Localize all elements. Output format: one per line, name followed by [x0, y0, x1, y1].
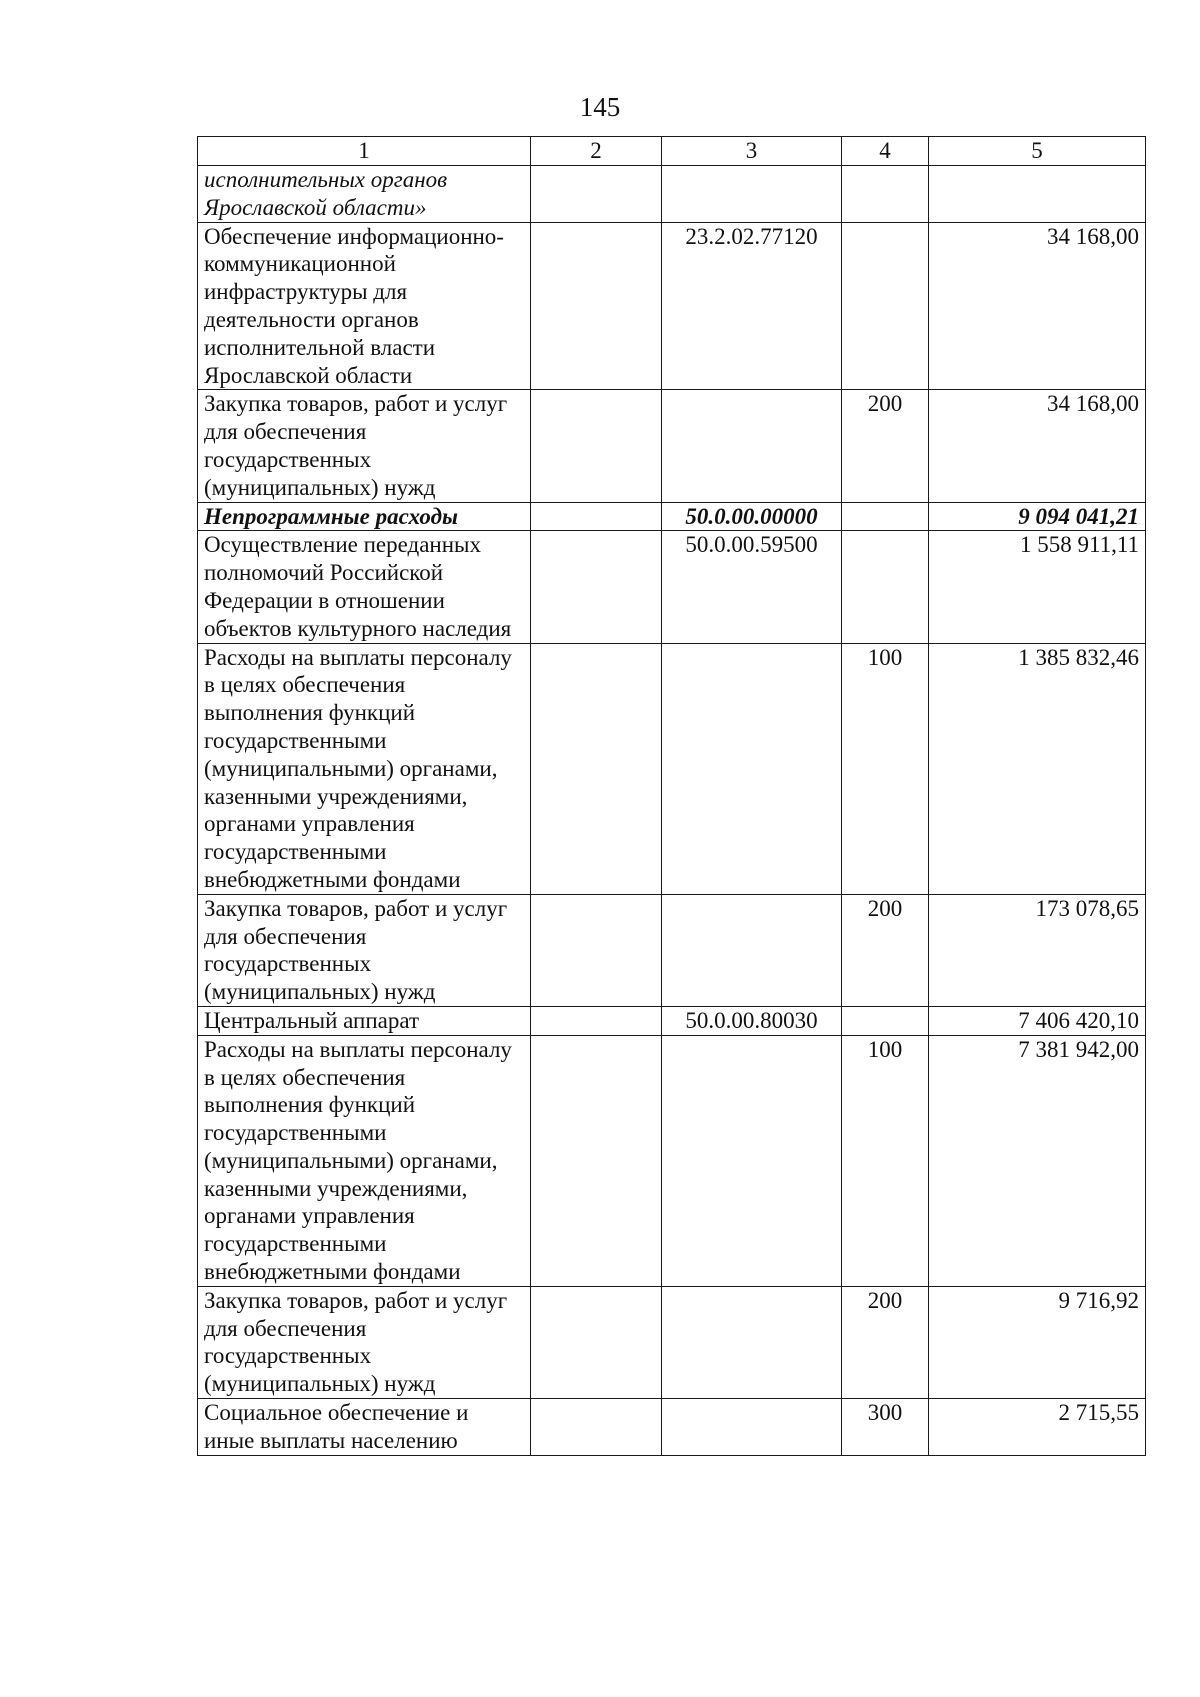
table-row: [198, 894, 1146, 1006]
expense-name-cell: Закупка товаров, работ и услуг для обеспечения государственных (муниципальных) нужд: [198, 1286, 531, 1398]
expense-type-cell: 100: [842, 1035, 929, 1286]
target-code-cell: 50.0.00.80030: [662, 1006, 842, 1035]
table-row: [198, 1286, 1146, 1398]
table-row: [198, 1035, 1146, 1286]
expense-name-cell: Расходы на выплаты персоналу в целях обеспечения выполнения функций государственными (муниципальными) органами, казенными учреждениями, органами управления государственными внебюджетными фондами: [198, 643, 531, 894]
expense-name-cell: Социальное обеспечение и иные выплаты населению: [198, 1399, 531, 1456]
expense-type-cell: [842, 166, 929, 223]
amount-cell: 2 715,55: [929, 1399, 1146, 1456]
expense-type-cell: 300: [842, 1399, 929, 1456]
column-2-cell: [531, 390, 662, 502]
expense-name-cell: Расходы на выплаты персоналу в целях обеспечения выполнения функций государственными (муниципальными) органами, казенными учреждениями, органами управления государственными внебюджетными фондами: [198, 1035, 531, 1286]
table-row: [198, 1006, 1146, 1035]
table-row: [198, 643, 1146, 894]
expense-name-cell: исполнительных органов Ярославской области»: [198, 166, 531, 223]
target-code-cell: [662, 643, 842, 894]
target-code-cell: [662, 1035, 842, 1286]
header-cell-5: 5: [929, 137, 1146, 166]
expense-type-cell: [842, 531, 929, 643]
amount-cell: 9 094 041,21: [929, 502, 1146, 531]
amount-cell: 9 716,92: [929, 1286, 1146, 1398]
column-2-cell: [531, 1035, 662, 1286]
header-cell-1: 1: [198, 137, 531, 166]
page-number: 145: [579, 92, 621, 122]
column-2-cell: [531, 531, 662, 643]
target-code-cell: [662, 390, 842, 502]
expense-type-cell: [842, 222, 929, 390]
table-row: [198, 222, 1146, 390]
amount-cell: 34 168,00: [929, 390, 1146, 502]
expense-type-cell: 100: [842, 643, 929, 894]
expense-type-cell: 200: [842, 894, 929, 1006]
amount-cell: 7 381 942,00: [929, 1035, 1146, 1286]
amount-cell: 34 168,00: [929, 222, 1146, 390]
column-2-cell: [531, 643, 662, 894]
expense-type-cell: 200: [842, 390, 929, 502]
expense-type-cell: [842, 502, 929, 531]
expense-name-cell: Центральный аппарат: [198, 1006, 531, 1035]
table-row: [198, 1399, 1146, 1456]
expense-name-cell: Закупка товаров, работ и услуг для обеспечения государственных (муниципальных) нужд: [198, 390, 531, 502]
expense-type-cell: 200: [842, 1286, 929, 1398]
table-row: [198, 390, 1146, 502]
expense-name-cell: Непрограммные расходы: [198, 502, 531, 531]
table-header-row: [198, 137, 1146, 166]
column-2-cell: [531, 502, 662, 531]
column-2-cell: [531, 1286, 662, 1398]
column-2-cell: [531, 894, 662, 1006]
header-cell-4: 4: [842, 137, 929, 166]
target-code-cell: [662, 1286, 842, 1398]
column-2-cell: [531, 1006, 662, 1035]
target-code-cell: 50.0.00.00000: [662, 502, 842, 531]
amount-cell: [929, 166, 1146, 223]
column-2-cell: [531, 1399, 662, 1456]
column-2-cell: [531, 222, 662, 390]
target-code-cell: 50.0.00.59500: [662, 531, 842, 643]
target-code-cell: [662, 166, 842, 223]
expense-name-cell: Обеспечение информационно-коммуникационной инфраструктуры для деятельности органов исполнительной власти Ярославской области: [198, 222, 531, 390]
table-row: [198, 166, 1146, 223]
amount-cell: 1 558 911,11: [929, 531, 1146, 643]
budget-table: [197, 136, 1146, 1456]
expense-name-cell: Осуществление переданных полномочий Российской Федерации в отношении объектов культурного наследия: [198, 531, 531, 643]
column-2-cell: [531, 166, 662, 223]
target-code-cell: [662, 1399, 842, 1456]
table-row: [198, 531, 1146, 643]
target-code-cell: 23.2.02.77120: [662, 222, 842, 390]
target-code-cell: [662, 894, 842, 1006]
expense-type-cell: [842, 1006, 929, 1035]
header-cell-3: 3: [662, 137, 842, 166]
amount-cell: 1 385 832,46: [929, 643, 1146, 894]
expense-name-cell: Закупка товаров, работ и услуг для обеспечения государственных (муниципальных) нужд: [198, 894, 531, 1006]
table-row-section-total: [198, 502, 1146, 531]
amount-cell: 7 406 420,10: [929, 1006, 1146, 1035]
header-cell-2: 2: [531, 137, 662, 166]
amount-cell: 173 078,65: [929, 894, 1146, 1006]
